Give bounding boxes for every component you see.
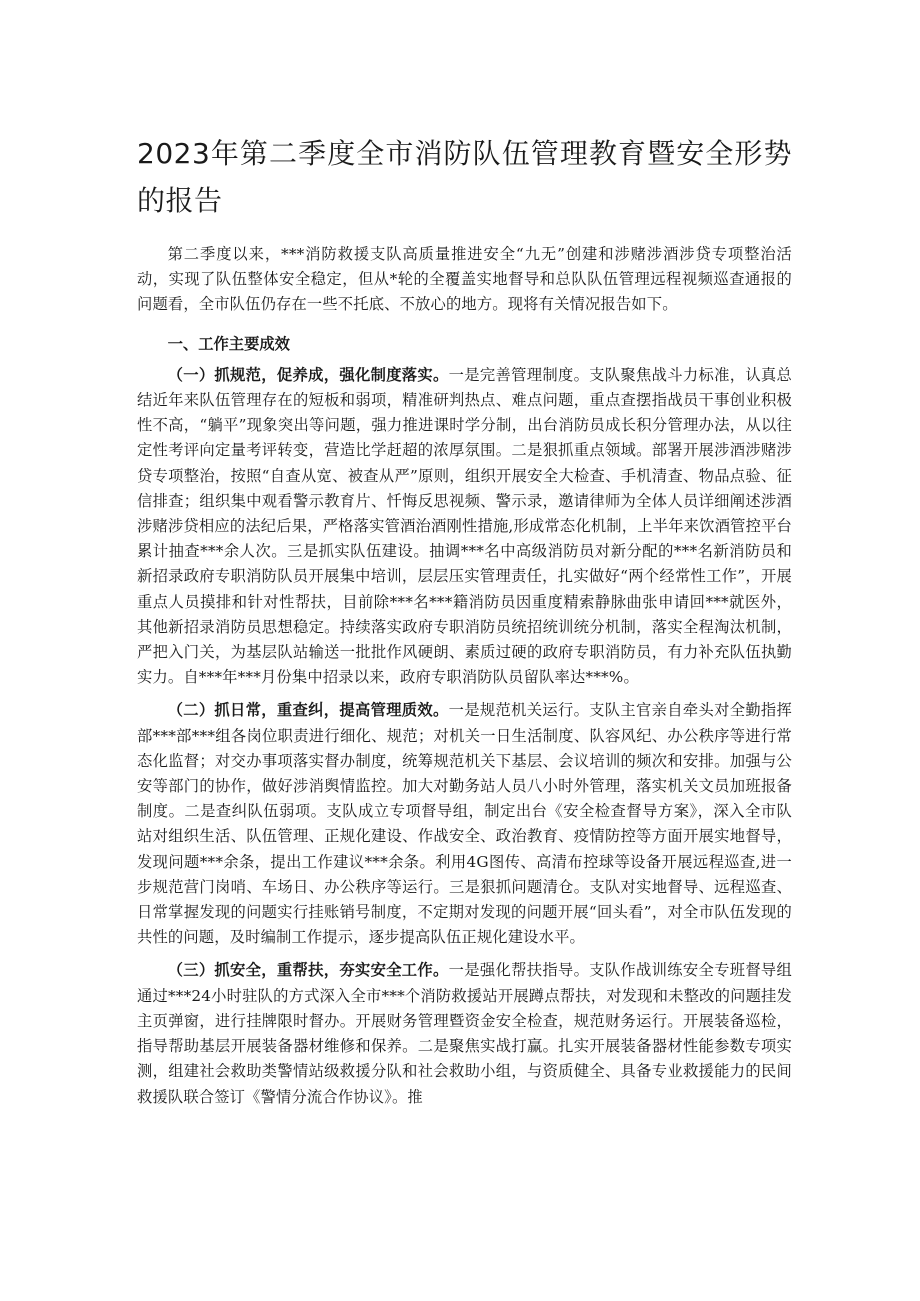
section-body-1: 一是完善管理制度。支队聚焦战斗力标准，认真总结近年来队伍管理存在的短板和弱项，精准研判热点、难点问题，重点查摆指战员干事创业积极性不高，“躺平”现象突出等问题，强力推进课时学分制，出台消防员成长积分管理办法，从以往定性考评向定量考评转变，营造比学赶超的浓厚氛围。二是狠抓重点领域。部署开展涉酒涉赌涉贷专项整治，按照“自查从宽、被查从严”原则，组织开展安全大检查、手机清查、物品点验、征信排查；组织集中观看警示教育片、忏悔反思视频、警示录，邀请律师为全体人员详细阐述涉酒涉赌涉贷相应的法纪后果，严格落实管酒治酒刚性措施,形成常态化机制，上半年来饮酒管控平台累计抽查***余人次。三是抓实队伍建设。抽调***名中高级消防员对新分配的***名新消防员和新招录政府专职消防队员开展集中培训，层层压实管理责任，扎实做好“两个经常性工作”，开展重点人员摸排和针对性帮扶，目前除***名***籍消防员因重度精索静脉曲张申请回***就医外，其他新招录消防员思想稳定。持续落实政府专职消防员统招统训统分机制，落实全程淘汰机制，严把入门关，为基层队站输送一批批作风硬朗、素质过硬的政府专职消防员，有力补充队伍执勤实力。自***年***月份集中招录以来，政府专职消防队员留队率达***%。 bbox=[137, 365, 792, 687]
intro-paragraph: 第二季度以来，***消防救援支队高质量推进安全“九无”创建和涉赌涉酒涉贷专项整治活动，实现了队伍整体安全稳定，但从*轮的全覆盖实地督导和总队队伍管理远程视频巡查通报的问题看，全市队伍仍存在一些不托底、不放心的地方。现将有关情况报告如下。 bbox=[137, 245, 792, 314]
section-lead-3: （三）抓安全，重帮扶，夯实安全工作。 bbox=[167, 961, 449, 980]
section-body-3: 一是强化帮扶指导。支队作战训练安全专班督导组通过***24小时驻队的方式深入全市***个消防救援站开展蹲点帮扶，对发现和未整改的问题挂发主页弹窗，进行挂牌限时督办。开展财务管理暨资金安全检查，规范财务运行。开展装备巡检，指导帮助基层开展装备器材维修和保养。二是聚焦实战打赢。扎实开展装备器材性能参数专项实测，组建社会救助类警情站级救援分队和社会救助小组，与资质健全、具备专业救援能力的民间救援队联合签订《警情分流合作协议》。推 bbox=[137, 961, 792, 1106]
section-paragraph-2 bbox=[137, 698, 792, 950]
section-paragraph-3 bbox=[137, 958, 792, 1109]
section-paragraph-1 bbox=[137, 363, 792, 691]
document-page bbox=[137, 130, 792, 1110]
section-lead-1: （一）抓规范，促养成，强化制度落实。 bbox=[167, 365, 449, 384]
section-heading: 一、工作主要成效 bbox=[167, 334, 290, 353]
document-title: 2023年第二季度全市消防队伍管理教育暨安全形势的报告 bbox=[137, 137, 792, 217]
section-lead-2: （二）抓日常，重查纠，提高管理质效。 bbox=[167, 701, 449, 720]
section-body-2: 一是规范机关运行。支队主官亲自牵头对全勤指挥部***部***组各岗位职责进行细化、规范；对机关一日生活制度、队容风纪、办公秩序等进行常态化监督；对交办事项落实督办制度，统筹规范机关下基层、会议培训的频次和安排。加强与公安等部门的协作，做好涉消舆情监控。加大对勤务站人员八小时外管理，落实机关文员加班报备制度。二是查纠队伍弱项。支队成立专项督导组，制定出台《安全检查督导方案》，深入全市队站对组织生活、队伍管理、正规化建设、作战安全、政治教育、疫情防控等方面开展实地督导，发现问题***余条，提出工作建议***余条。利用4G图传、高清布控球等设备开展远程巡查,进一步规范营门岗哨、车场日、办公秩序等运行。三是狠抓问题清仓。支队对实地督导、远程巡查、日常掌握发现的问题实行挂账销号制度，不定期对发现的问题开展“回头看”，对全市队伍发现的共性的问题，及时编制工作提示，逐步提高队伍正规化建设水平。 bbox=[137, 701, 792, 947]
